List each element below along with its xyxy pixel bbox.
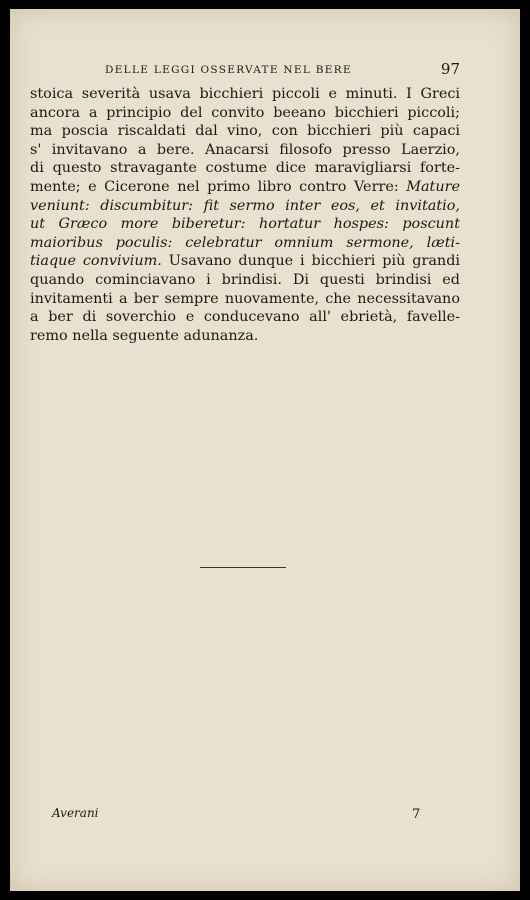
italic-quotation: maioribus poculis: celebratur omnium sermone, læti- xyxy=(30,234,460,251)
text-line xyxy=(30,122,460,141)
text-segment: ma poscia riscaldati dal vino, con bicchieri più capaci xyxy=(30,123,460,140)
text-segment: ancora a principio del convito beeano bicchieri piccoli; xyxy=(30,104,460,121)
section-divider xyxy=(200,567,286,568)
text-line xyxy=(30,215,460,234)
text-line xyxy=(30,290,460,309)
text-line xyxy=(30,178,460,197)
italic-quotation: ut Græco more biberetur: hortatur hospes: poscunt xyxy=(30,216,460,233)
footer-author: Averani xyxy=(52,806,99,820)
text-line xyxy=(30,308,460,327)
text-segment: quando cominciavano i brindisi. Di questi brindisi ed xyxy=(30,271,460,288)
italic-quotation: Mature xyxy=(406,178,460,195)
text-segment: Usavano dunque i bicchieri più grandi xyxy=(161,253,460,270)
body-text xyxy=(30,85,460,345)
text-segment: invitamenti a ber sempre nuovamente, che necessitavano xyxy=(30,290,460,307)
text-line xyxy=(30,197,460,216)
text-segment: di questo stravagante costume dice maravigliarsi forte- xyxy=(30,160,460,177)
text-line xyxy=(30,159,460,178)
italic-quotation: veniunt: discumbitur: fit sermo inter eos, et invitatio, xyxy=(30,197,460,214)
text-line xyxy=(30,234,460,253)
text-segment: mente; e Cicerone nel primo libro contro Verre: xyxy=(30,178,407,195)
text-segment: stoica severità usava bicchieri piccoli e minuti. I Greci xyxy=(30,86,460,102)
italic-quotation: tiaque convivium. xyxy=(30,253,162,270)
text-segment: a ber di soverchio e conducevano all' ebrietà, favelle- xyxy=(30,309,460,326)
text-segment: remo nella seguente adunanza. xyxy=(30,327,259,344)
page-number: 97 xyxy=(440,60,460,78)
text-line xyxy=(30,104,460,123)
text-line xyxy=(30,252,460,271)
text-line xyxy=(30,85,460,104)
text-segment: s' invitavano a bere. Anacarsi filosofo presso Laerzio, xyxy=(30,141,460,158)
header-title: DELLE LEGGI OSSERVATE NEL BERE xyxy=(105,64,352,76)
text-line xyxy=(30,141,460,160)
text-line xyxy=(30,327,460,346)
text-line xyxy=(30,271,460,290)
signature-mark: 7 xyxy=(412,807,421,822)
book-page xyxy=(10,9,520,891)
